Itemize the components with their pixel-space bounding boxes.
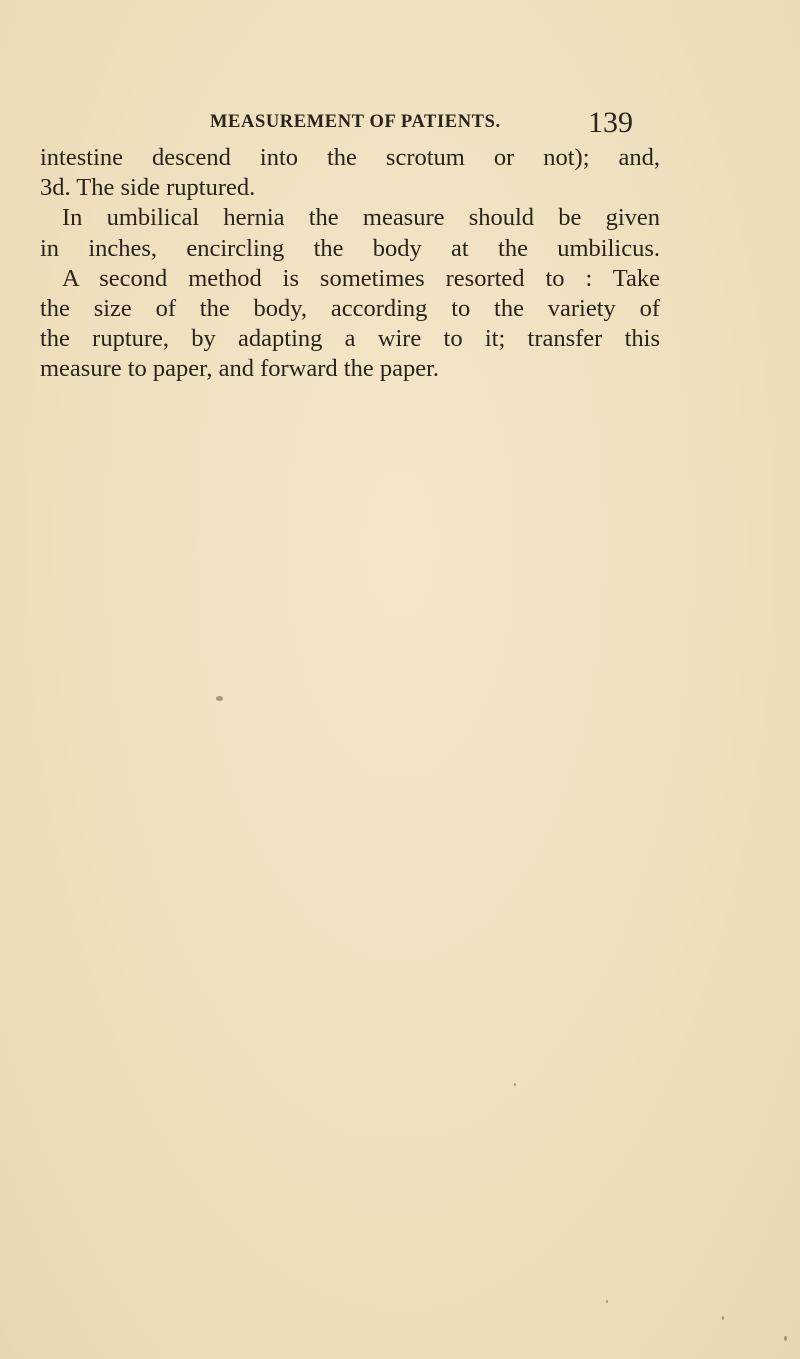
paper-speck bbox=[784, 1336, 787, 1341]
text-line: in inches, encircling the body at the umbilicus. bbox=[40, 234, 660, 262]
text-line: intestine descend into the scrotum or not); and, bbox=[40, 144, 660, 171]
text-line: the rupture, by adapting a wire to it; transfer this bbox=[40, 325, 660, 353]
text-line: the size of the body, according to the variety of bbox=[40, 295, 660, 323]
body-text bbox=[40, 143, 660, 385]
paper-speck bbox=[722, 1316, 724, 1320]
text-line: A second method is sometimes resorted to : Take bbox=[62, 264, 660, 292]
running-title: MEASUREMENT OF PATIENTS. bbox=[210, 112, 501, 132]
paper-speck bbox=[514, 1083, 516, 1086]
text-line: 3d. The side ruptured. bbox=[40, 174, 256, 202]
text-line: In umbilical hernia the measure should be given bbox=[62, 204, 660, 232]
page-number: 139 bbox=[588, 106, 633, 139]
text-line: measure to paper, and forward the paper. bbox=[40, 355, 440, 383]
paper-speck bbox=[216, 696, 223, 701]
paper-speck bbox=[606, 1300, 608, 1303]
running-head bbox=[0, 104, 800, 144]
